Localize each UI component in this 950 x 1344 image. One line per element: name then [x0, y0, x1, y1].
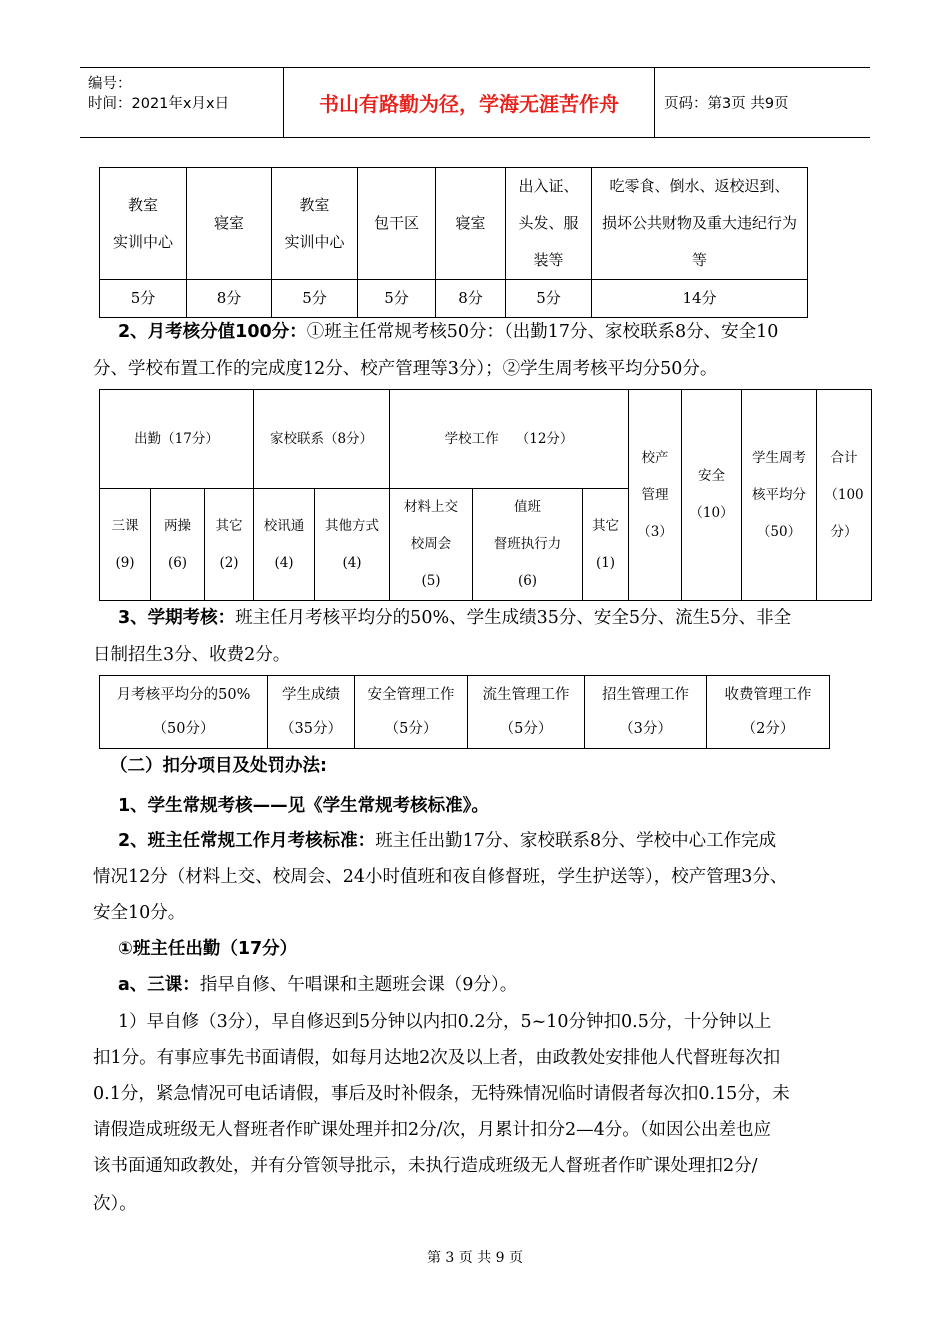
table1-value-cell: 5分	[506, 280, 592, 318]
section2-item1: 1、学生常规考核——见《学生常规考核标准》。	[118, 796, 489, 816]
table2-group-header: 出勤（17分）	[100, 390, 254, 489]
header-meta	[80, 68, 283, 137]
table2-sub-header: 校讯通 (4)	[254, 489, 315, 601]
table2-sub-header: 两操 (6)	[151, 489, 205, 601]
table2-side-header: 合计 （100 分）	[817, 390, 872, 601]
section2-sub1: ①班主任出勤（17分）	[118, 939, 298, 959]
section2-item2-heading: 2、班主任常规工作月考核标准：	[118, 831, 376, 851]
para3-line2: 日制招生3分、收费2分。	[93, 645, 291, 665]
table1-value-cell: 8分	[187, 280, 272, 318]
table3-cell: 收费管理工作 （2分）	[707, 676, 830, 749]
table2-sub-header: 其他方式 (4)	[315, 489, 390, 601]
table3-cell: 学生成绩 （35分）	[268, 676, 355, 749]
table3-cell: 招生管理工作 （3分）	[585, 676, 707, 749]
table1-header-cell: 寝室	[436, 168, 506, 280]
table1-value-cell: 5分	[272, 280, 358, 318]
table1-value-row	[100, 280, 808, 318]
table1-value-cell: 8分	[436, 280, 506, 318]
header-page-label: 页码：第3页 共9页	[664, 96, 789, 112]
table-weekly-scores	[99, 167, 808, 318]
section2-item2-line3: 安全10分。	[93, 903, 186, 923]
p1-line2: 扣1分。有事应事先书面请假，如每月达地2次及以上者，由政教处安排他人代督班每次扣	[93, 1048, 781, 1068]
table1-header-cell: 出入证、 头发、服 装等	[506, 168, 592, 280]
table-monthly-scores	[99, 389, 872, 601]
p1-line5: 该书面通知政教处，并有分管领导批示，未执行造成班级无人督班者作旷课处理扣2分/	[93, 1156, 758, 1176]
section2-item2-line1: 2、班主任常规工作月考核标准：班主任出勤17分、家校联系8分、学校中心工作完成	[118, 831, 777, 851]
para2-heading: 2、月考核分值100分：	[118, 322, 307, 342]
table1-header-cell: 寝室	[187, 168, 272, 280]
page-footer: 第 3 页 共 9 页	[426, 1250, 524, 1266]
section2-title: （二）扣分项目及处罚办法:	[110, 756, 327, 776]
section2-item2-line2: 情况12分（材料上交、校周会、24小时值班和夜自修督班，学生护送等），校产管理3分、	[93, 867, 788, 887]
table1-value-cell: 5分	[100, 280, 187, 318]
table2-side-header: 校产 管理 （3）	[629, 390, 682, 601]
table2-sub-header: 三课 (9)	[100, 489, 151, 601]
date-label: 时间：2021年x月x日	[88, 96, 230, 112]
table2-sub-header: 值班 督班执行力 (6)	[473, 489, 583, 601]
table1-header-row	[100, 168, 808, 280]
table3-cell: 流生管理工作 （5分）	[468, 676, 585, 749]
para3-heading: 3、学期考核：	[118, 608, 236, 628]
table1-value-cell: 5分	[358, 280, 436, 318]
number-label: 编号：	[88, 76, 132, 92]
para3-line1: 3、学期考核：班主任月考核平均分的50%、学生成绩35分、安全5分、流生5分、非全	[118, 608, 792, 628]
section2-a-line: a、三课：指早自修、午唱课和主题班会课（9分）。	[118, 975, 518, 995]
para2-line2: 分、学校布置工作的完成度12分、校产管理等3分）；②学生周考核平均分50分。	[93, 359, 718, 379]
table3-row	[100, 676, 830, 749]
p1-line1: 1）早自修（3分），早自修迟到5分钟以内扣0.2分，5~10分钟扣0.5分，十分钟以上	[118, 1012, 772, 1032]
header-motto: 书山有路勤为径，学海无涯苦作舟	[283, 68, 655, 137]
table2-sub-header: 其它 (1)	[583, 489, 629, 601]
table1-header-cell: 包干区	[358, 168, 436, 280]
page-header	[80, 67, 870, 138]
table2-group-row	[100, 390, 872, 489]
table2-group-header: 家校联系（8分）	[254, 390, 390, 489]
table2-sub-header: 材料上交 校周会 (5)	[390, 489, 473, 601]
table1-value-cell: 14分	[592, 280, 808, 318]
p1-line6: 次）。	[93, 1194, 137, 1214]
table1-header-cell: 吃零食、倒水、返校迟到、 损坏公共财物及重大违纪行为 等	[592, 168, 808, 280]
table2-sub-header: 其它 (2)	[205, 489, 254, 601]
table3-cell: 月考核平均分的50% （50分）	[100, 676, 268, 749]
p1-line3: 0.1分，紧急情况可电话请假，事后及时补假条，无特殊情况临时请假者每次扣0.15分，未	[93, 1084, 790, 1104]
table2-side-header: 学生周考 核平均分 （50）	[742, 390, 817, 601]
table2-side-header: 安全 （10）	[682, 390, 742, 601]
section2-a-heading: a、三课：	[118, 975, 200, 995]
table1-header-cell: 教室 实训中心	[272, 168, 358, 280]
table-term-scores	[99, 675, 830, 749]
table2-group-header: 学校工作 （12分）	[390, 390, 629, 489]
p1-line4: 请假造成班级无人督班者作旷课处理并扣2分/次，月累计扣分2—4分。（如因公出差也应	[93, 1120, 772, 1140]
table3-cell: 安全管理工作 （5分）	[355, 676, 468, 749]
table1-header-cell: 教室 实训中心	[100, 168, 187, 280]
para2-line1: 2、月考核分值100分：①班主任常规考核50分：（出勤17分、家校联系8分、安全10	[118, 322, 779, 342]
